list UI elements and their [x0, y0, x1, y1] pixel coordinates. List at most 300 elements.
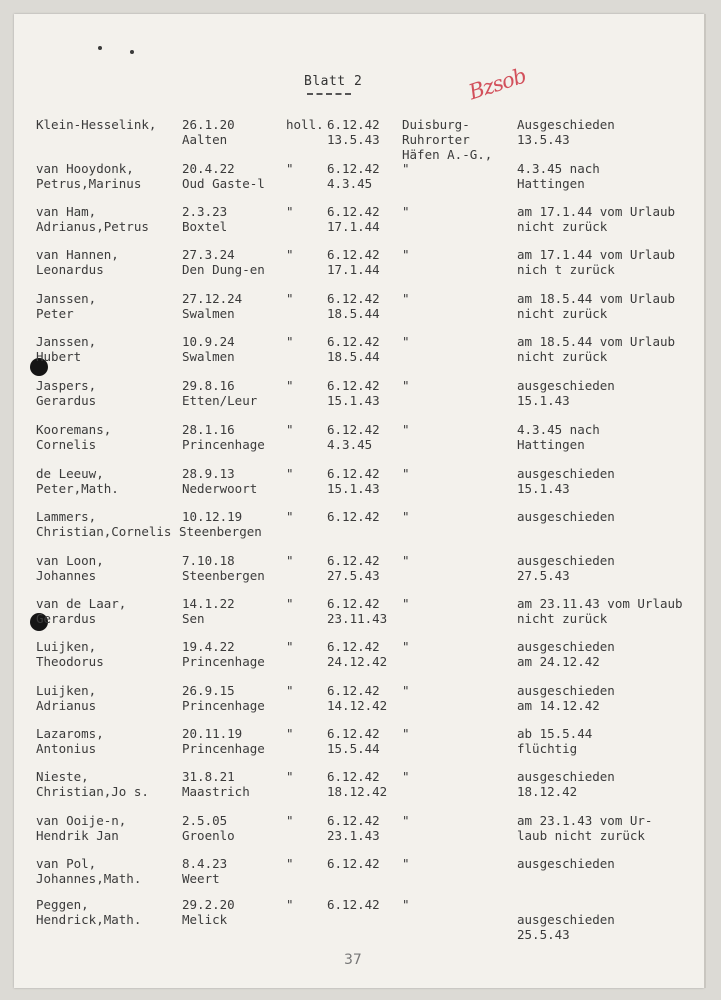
punch-mark: [98, 46, 102, 50]
remark-line: am 17.1.44 vom Urlaub: [517, 204, 676, 219]
employment-dates-line: 6.12.42: [327, 422, 380, 437]
birth-date-place: [182, 509, 242, 539]
birth-date-place: [182, 334, 235, 364]
birth-date-place-line: 8.4.23: [182, 856, 228, 871]
worker-name-line: Janssen,: [36, 334, 97, 349]
employment-dates-line: 6.12.42: [327, 466, 380, 481]
remark: [517, 422, 600, 452]
employer: [402, 466, 410, 481]
employment-dates-line: 6.12.42: [327, 509, 380, 524]
employer: [402, 596, 410, 611]
worker-name-line: van Hannen,: [36, 247, 119, 262]
nationality: [286, 334, 294, 349]
employer-line: ": [402, 204, 410, 219]
remark: [517, 378, 615, 408]
remark-line: 15.1.43: [517, 393, 570, 408]
birth-date-place-line: Sen: [182, 611, 205, 626]
nationality-line: ": [286, 422, 294, 437]
nationality-line: ": [286, 856, 294, 871]
worker-name: [36, 378, 96, 408]
employment-dates: [327, 334, 380, 364]
birth-date-place: [182, 639, 265, 669]
employment-dates-line: 24.12.42: [327, 654, 388, 669]
employment-dates-line: 6.12.42: [327, 117, 380, 132]
remark-line: nicht zurück: [517, 611, 608, 626]
birth-date-place: [182, 204, 227, 234]
worker-name-line: Nieste,: [36, 769, 89, 784]
employer-line: ": [402, 334, 410, 349]
nationality-line: ": [286, 683, 294, 698]
employer: [402, 856, 410, 871]
nationality-line: ": [286, 639, 294, 654]
nationality-line: ": [286, 378, 294, 393]
remark-line: am 17.1.44 vom Urlaub: [517, 247, 676, 262]
birth-date-place: [182, 897, 235, 927]
employment-dates-line: 17.1.44: [327, 262, 380, 277]
worker-name-line: [36, 132, 156, 147]
employer-line: ": [402, 769, 410, 784]
nationality-line: holl.: [286, 117, 324, 132]
birth-date-place-line: Melick: [182, 912, 228, 927]
page-number: 37: [344, 952, 362, 968]
worker-name-line: Jaspers,: [36, 378, 97, 393]
employment-dates-line: 6.12.42: [327, 247, 380, 262]
title-underline: [307, 93, 351, 95]
nationality: [286, 117, 324, 132]
nationality-line: ": [286, 897, 294, 912]
remark: [517, 683, 615, 713]
worker-name-line: Luijken,: [36, 639, 97, 654]
employment-dates-line: 6.12.42: [327, 856, 380, 871]
remark-line: 15.1.43: [517, 481, 570, 496]
birth-date-place-line: 29.2.20: [182, 897, 235, 912]
employment-dates: [327, 639, 387, 669]
employment-dates-line: 6.12.42: [327, 204, 380, 219]
birth-date-place: [182, 683, 265, 713]
worker-name-line: Hendrick,Math.: [36, 912, 142, 927]
employment-dates-line: [327, 912, 380, 927]
red-handwritten-mark: Bzsob: [465, 63, 529, 105]
birth-date-place-line: Oud Gaste-l: [182, 176, 265, 191]
remark-line: am 24.12.42: [517, 654, 600, 669]
employer: [402, 683, 410, 698]
worker-name-line: Adrianus,Petrus: [36, 219, 149, 234]
employer-line: ": [402, 247, 410, 262]
birth-date-place-line: Swalmen: [182, 349, 235, 364]
worker-name-line: Antonius: [36, 741, 97, 756]
employer: [402, 639, 410, 654]
worker-name: [36, 117, 156, 147]
employment-dates-line: 6.12.42: [327, 769, 380, 784]
birth-date-place-line: Princenhage: [182, 654, 265, 669]
employer-line: ": [402, 856, 410, 871]
employer: [402, 422, 410, 437]
worker-name: [36, 813, 126, 843]
worker-name-line: Cornelis: [36, 437, 97, 452]
birth-date-place-line: 27.3.24: [182, 247, 235, 262]
employer: [402, 726, 410, 741]
remark-line: nicht zurück: [517, 219, 608, 234]
nationality-line: ": [286, 291, 294, 306]
employment-dates: [327, 897, 380, 927]
employment-dates-line: [327, 524, 380, 539]
employment-dates: [327, 683, 387, 713]
worker-name: [36, 204, 149, 234]
worker-name-line: Christian,Jo s.: [36, 784, 149, 799]
remark-line: am 18.5.44 vom Urlaub: [517, 291, 676, 306]
remark-line: nich t zurück: [517, 262, 615, 277]
employment-dates-line: 18.5.44: [327, 306, 380, 321]
employer-line: ": [402, 813, 410, 828]
worker-name-line: Luijken,: [36, 683, 97, 698]
nationality-line: ": [286, 769, 294, 784]
employment-dates-line: 15.1.43: [327, 393, 380, 408]
birth-date-place: [182, 291, 242, 321]
worker-name-line: Theodorus: [36, 654, 104, 669]
birth-date-place-line: Princenhage: [182, 741, 265, 756]
remark-line: 4.3.45 nach: [517, 161, 600, 176]
worker-name: [36, 334, 96, 364]
employer-line: ": [402, 422, 410, 437]
employment-dates-line: 18.5.44: [327, 349, 380, 364]
employment-dates: [327, 247, 380, 277]
employment-dates-line: 15.1.43: [327, 481, 380, 496]
birth-date-place: [182, 769, 250, 799]
nationality-line: ": [286, 466, 294, 481]
remark: [517, 769, 615, 799]
birth-date-place-line: Weert: [182, 871, 220, 886]
employer-line: Häfen A.-G.,: [402, 147, 493, 162]
remark-line: am 23.11.43 vom Urlaub: [517, 596, 683, 611]
employment-dates-line: 6.12.42: [327, 161, 380, 176]
employment-dates-line: 6.12.42: [327, 596, 380, 611]
worker-name-line: van Ooije-n,: [36, 813, 127, 828]
employer: [402, 813, 410, 828]
birth-date-place-line: 31.8.21: [182, 769, 235, 784]
remark-line: ausgeschieden: [517, 683, 615, 698]
remark-line: Hattingen: [517, 437, 585, 452]
remark-line: 27.5.43: [517, 568, 570, 583]
worker-name-line: Peggen,: [36, 897, 89, 912]
worker-name: [36, 897, 141, 927]
remark-line: 4.3.45 nach: [517, 422, 600, 437]
nationality-line: ": [286, 161, 294, 176]
worker-name: [36, 466, 119, 496]
employer: [402, 769, 410, 784]
birth-date-place-line: 2.5.05: [182, 813, 228, 828]
worker-name-line: Leonardus: [36, 262, 104, 277]
employment-dates-line: 6.12.42: [327, 378, 380, 393]
remark: [517, 813, 652, 843]
page-edge: [704, 14, 706, 988]
remark-line: ausgeschieden: [517, 466, 615, 481]
birth-date-place-line: Maastrich: [182, 784, 250, 799]
worker-name-line: Janssen,: [36, 291, 97, 306]
nationality: [286, 291, 294, 306]
birth-date-place-line: 27.12.24: [182, 291, 243, 306]
worker-name: [36, 596, 126, 626]
employment-dates-line: 23.1.43: [327, 828, 380, 843]
birth-date-place: [182, 553, 265, 583]
worker-name-line: Hubert: [36, 349, 82, 364]
employment-dates-line: 6.12.42: [327, 291, 380, 306]
worker-name: [36, 247, 119, 277]
nationality-line: ": [286, 596, 294, 611]
remark-line: 13.5.43: [517, 132, 570, 147]
employment-dates: [327, 509, 380, 539]
nationality: [286, 813, 294, 828]
remark: [517, 553, 615, 583]
worker-name-line: van Hooydonk,: [36, 161, 134, 176]
birth-date-place-line: 20.11.19: [182, 726, 243, 741]
employment-dates: [327, 466, 380, 496]
birth-date-place-line: 28.9.13: [182, 466, 235, 481]
punch-mark: [130, 50, 134, 54]
nationality: [286, 553, 294, 568]
birth-date-place-line: Princenhage: [182, 437, 265, 452]
employment-dates-line: 4.3.45: [327, 176, 373, 191]
remark: [517, 117, 615, 147]
remark-line: ausgeschieden: [517, 912, 615, 927]
employment-dates: [327, 422, 380, 452]
worker-name: [36, 683, 96, 713]
remark: [517, 334, 675, 364]
nationality: [286, 247, 294, 262]
birth-date-place-line: Groenlo: [182, 828, 235, 843]
employment-dates-line: [327, 871, 380, 886]
employer: [402, 204, 410, 219]
remark-line: ausgeschieden: [517, 639, 615, 654]
nationality-line: ": [286, 247, 294, 262]
employer-line: ": [402, 726, 410, 741]
worker-name: [36, 726, 104, 756]
birth-date-place: [182, 117, 235, 147]
birth-date-place-line: [182, 524, 242, 539]
birth-date-place: [182, 161, 265, 191]
nationality: [286, 422, 294, 437]
employment-dates: [327, 769, 387, 799]
employment-dates: [327, 378, 380, 408]
employment-dates-line: 6.12.42: [327, 334, 380, 349]
nationality: [286, 466, 294, 481]
worker-name: [36, 291, 96, 321]
employment-dates-line: 6.12.42: [327, 683, 380, 698]
birth-date-place-line: Steenbergen: [182, 568, 265, 583]
employer-line: ": [402, 897, 410, 912]
employment-dates-line: 13.5.43: [327, 132, 380, 147]
employment-dates: [327, 856, 380, 886]
birth-date-place: [182, 422, 265, 452]
birth-date-place-line: 2.3.23: [182, 204, 228, 219]
birth-date-place: [182, 726, 265, 756]
birth-date-place-line: 26.1.20: [182, 117, 235, 132]
birth-date-place: [182, 378, 257, 408]
employment-dates: [327, 553, 380, 583]
birth-date-place-line: Aalten: [182, 132, 228, 147]
worker-name: [36, 422, 111, 452]
employer-line: ": [402, 161, 410, 176]
worker-name-line: Gerardus: [36, 611, 97, 626]
remark-line: [517, 524, 615, 539]
birth-date-place-line: Swalmen: [182, 306, 235, 321]
birth-date-place: [182, 466, 257, 496]
employment-dates: [327, 161, 380, 191]
worker-name-line: Peter,Math.: [36, 481, 119, 496]
worker-name-line: van Loon,: [36, 553, 104, 568]
employer: [402, 509, 410, 524]
employer-line: ": [402, 553, 410, 568]
remark-line: flüchtig: [517, 741, 578, 756]
birth-date-place-line: Princenhage: [182, 698, 265, 713]
worker-name-line: Gerardus: [36, 393, 97, 408]
employment-dates-line: 4.3.45: [327, 437, 373, 452]
nationality: [286, 726, 294, 741]
employer-line: ": [402, 596, 410, 611]
birth-date-place: [182, 596, 235, 626]
nationality-line: ": [286, 334, 294, 349]
nationality-line: ": [286, 204, 294, 219]
employer: [402, 553, 410, 568]
employer-line: ": [402, 466, 410, 481]
worker-name-line: Petrus,Marinus: [36, 176, 142, 191]
employer: [402, 334, 410, 349]
remark-line: ab 15.5.44: [517, 726, 593, 741]
employer-line: ": [402, 639, 410, 654]
employer: [402, 161, 410, 176]
document-page: [14, 14, 704, 988]
employer-line: Ruhrorter: [402, 132, 470, 147]
birth-date-place-line: 10.12.19: [182, 509, 243, 524]
nationality-line: ": [286, 813, 294, 828]
remark-line: Ausgeschieden: [517, 117, 615, 132]
employer-line: ": [402, 378, 410, 393]
remark: [517, 897, 615, 942]
nationality: [286, 769, 294, 784]
birth-date-place: [182, 813, 235, 843]
birth-date-place-line: Nederwoort: [182, 481, 258, 496]
worker-name-line: Klein-Hesselink,: [36, 117, 157, 132]
remark-line: 18.12.42: [517, 784, 578, 799]
birth-date-place-line: 20.4.22: [182, 161, 235, 176]
employment-dates-line: 6.12.42: [327, 897, 380, 912]
remark-line: 25.5.43: [517, 927, 570, 942]
birth-date-place-line: 29.8.16: [182, 378, 235, 393]
employer-line: Duisburg-: [402, 117, 470, 132]
employer-line: ": [402, 291, 410, 306]
employment-dates-line: 6.12.42: [327, 726, 380, 741]
nationality: [286, 161, 294, 176]
employment-dates-line: 17.1.44: [327, 219, 380, 234]
remark-line: am 14.12.42: [517, 698, 600, 713]
worker-name-line: Lammers,: [36, 509, 97, 524]
employment-dates-line: 27.5.43: [327, 568, 380, 583]
birth-date-place-line: 14.1.22: [182, 596, 235, 611]
employment-dates-line: 6.12.42: [327, 813, 380, 828]
remark-line: ausgeschieden: [517, 378, 615, 393]
worker-name-line: van de Laar,: [36, 596, 127, 611]
worker-name-line: Hendrik Jan: [36, 828, 119, 843]
remark: [517, 639, 615, 669]
employer: [402, 247, 410, 262]
worker-name: [36, 161, 141, 191]
employer: [402, 897, 410, 912]
employment-dates-line: 15.5.44: [327, 741, 380, 756]
remark: [517, 204, 675, 234]
employment-dates-line: 6.12.42: [327, 639, 380, 654]
nationality: [286, 897, 294, 912]
remark-line: ausgeschieden: [517, 509, 615, 524]
remark: [517, 247, 675, 277]
remark: [517, 856, 615, 886]
remark: [517, 161, 600, 191]
worker-name-line: Christian,Cornelis Steenbergen: [36, 524, 262, 539]
remark-line: nicht zurück: [517, 349, 608, 364]
employment-dates: [327, 291, 380, 321]
birth-date-place-line: 10.9.24: [182, 334, 235, 349]
nationality: [286, 204, 294, 219]
remark: [517, 291, 675, 321]
remark-line: laub nicht zurück: [517, 828, 645, 843]
worker-name-line: van Pol,: [36, 856, 97, 871]
worker-name: [36, 639, 104, 669]
nationality: [286, 509, 294, 524]
employment-dates-line: 6.12.42: [327, 553, 380, 568]
remark-line: Hattingen: [517, 176, 585, 191]
birth-date-place-line: 28.1.16: [182, 422, 235, 437]
employment-dates-line: 14.12.42: [327, 698, 388, 713]
remark: [517, 509, 615, 539]
employment-dates-line: 18.12.42: [327, 784, 388, 799]
birth-date-place: [182, 856, 227, 886]
worker-name-line: van Ham,: [36, 204, 97, 219]
worker-name-line: Lazaroms,: [36, 726, 104, 741]
remark-line: nicht zurück: [517, 306, 608, 321]
page-title: Blatt 2: [304, 74, 363, 89]
birth-date-place-line: Boxtel: [182, 219, 228, 234]
remark-line: [517, 871, 615, 886]
birth-date-place-line: Etten/Leur: [182, 393, 258, 408]
worker-name-line: Johannes: [36, 568, 97, 583]
worker-name: [36, 769, 149, 799]
birth-date-place: [182, 247, 265, 277]
employment-dates: [327, 596, 387, 626]
employment-dates-line: 23.11.43: [327, 611, 388, 626]
birth-date-place-line: 26.9.15: [182, 683, 235, 698]
nationality: [286, 856, 294, 871]
nationality: [286, 378, 294, 393]
nationality-line: ": [286, 509, 294, 524]
employer: [402, 117, 492, 162]
nationality: [286, 683, 294, 698]
employer: [402, 378, 410, 393]
employer: [402, 291, 410, 306]
birth-date-place-line: 19.4.22: [182, 639, 235, 654]
nationality-line: ": [286, 553, 294, 568]
birth-date-place-line: Den Dung-en: [182, 262, 265, 277]
remark-line: ausgeschieden: [517, 769, 615, 784]
nationality: [286, 596, 294, 611]
remark: [517, 466, 615, 496]
nationality: [286, 639, 294, 654]
worker-name: [36, 553, 104, 583]
worker-name-line: Johannes,Math.: [36, 871, 142, 886]
worker-name-line: Kooremans,: [36, 422, 112, 437]
employer-line: ": [402, 509, 410, 524]
remark-line: ausgeschieden: [517, 856, 615, 871]
worker-name-line: Peter: [36, 306, 74, 321]
remark: [517, 726, 592, 756]
nationality-line: ": [286, 726, 294, 741]
